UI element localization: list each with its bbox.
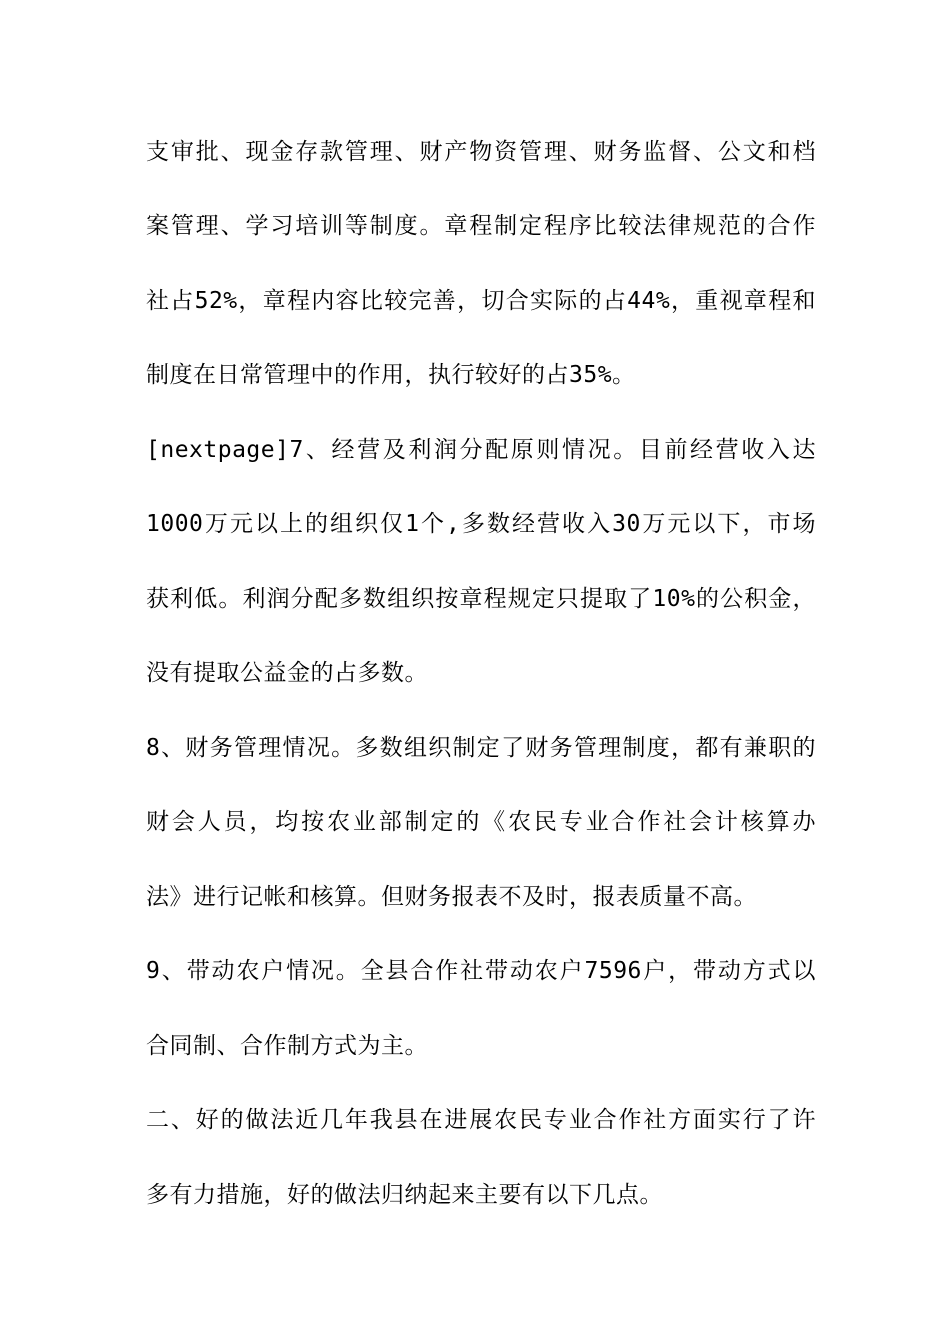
text-line-7: 获利低。利润分配多数组织按章程规定只提取了10%的公积金，	[146, 586, 816, 612]
text-line-3: 社占52%，章程内容比较完善，切合实际的占44%，重视章程和	[146, 288, 816, 314]
text-line-1: 支审批、现金存款管理、财产物资管理、财务监督、公文和档	[146, 139, 816, 165]
text-line-2: 案管理、学习培训等制度。章程制定程序比较法律规范的合作	[146, 213, 816, 239]
text-line-15: 多有力措施，好的做法归纳起来主要有以下几点。	[146, 1182, 663, 1208]
text-line-8: 没有提取公益金的占多数。	[146, 660, 428, 686]
text-line-12: 9、带动农户情况。全县合作社带动农户7596户，带动方式以	[146, 958, 816, 984]
text-line-4: 制度在日常管理中的作用，执行较好的占35%。	[146, 362, 636, 388]
text-line-10: 财会人员，均按农业部制定的《农民专业合作社会计核算办	[146, 809, 816, 835]
text-line-14: 二、好的做法近几年我县在进展农民专业合作社方面实行了许	[146, 1107, 816, 1133]
text-line-13: 合同制、合作制方式为主。	[146, 1033, 428, 1059]
text-line-6: 1000万元以上的组织仅1个,多数经营收入30万元以下，市场	[146, 511, 816, 537]
text-line-5: [nextpage]7、经营及利润分配原则情况。目前经营收入达	[146, 437, 816, 463]
text-line-11: 法》进行记帐和核算。但财务报表不及时，报表质量不高。	[146, 884, 757, 910]
text-line-9: 8、财务管理情况。多数组织制定了财务管理制度，都有兼职的	[146, 735, 816, 761]
